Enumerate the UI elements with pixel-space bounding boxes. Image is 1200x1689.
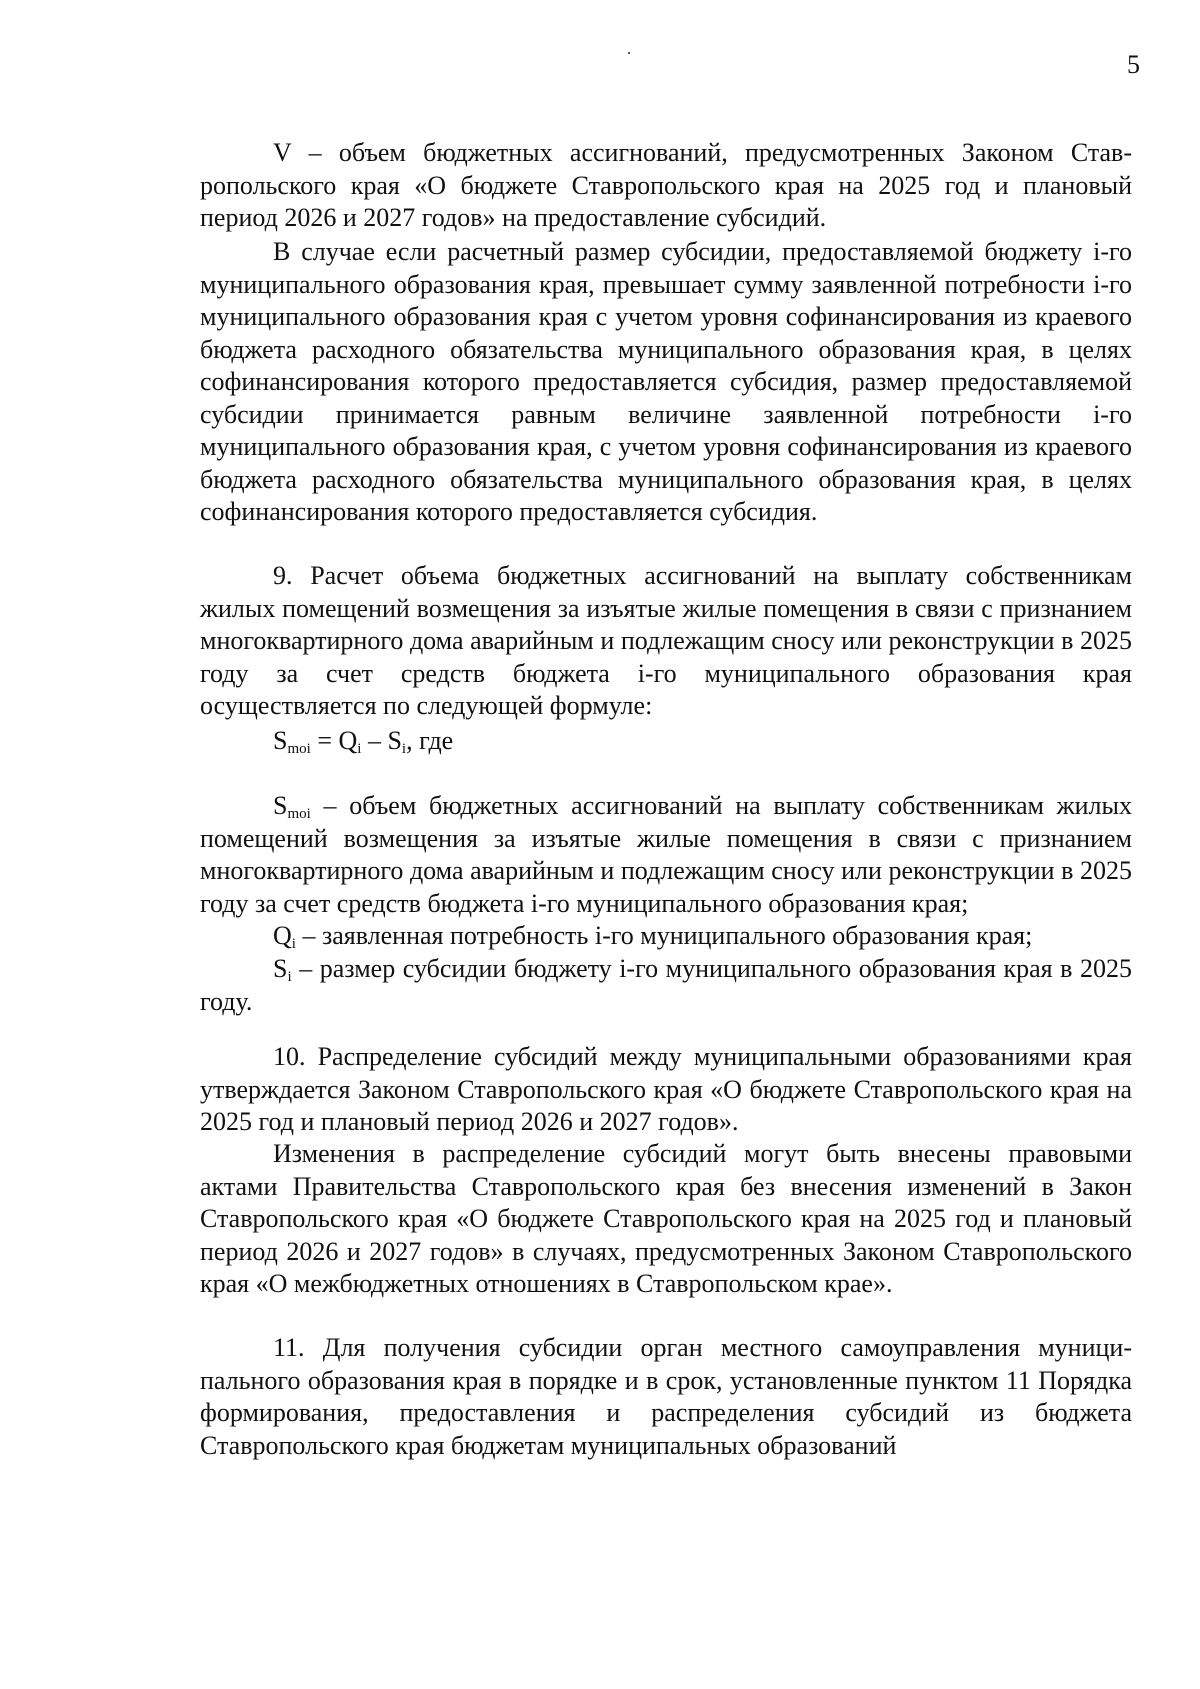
paragraph-text: – размер субсидии бюджету i-го муниципального образования края в 2025 году. [200,954,1132,1016]
paragraph-changes [200,1138,1132,1301]
var-smoi: $S_{moi}$ [273,791,311,822]
formula-s: S [273,726,288,755]
paragraph-text: 9. Расчет объема бюджетных ассигнований на выплату собственникам жилых помещений возмещения за изъятые жилые помещения в связи с признанием многоквартирного дома аварийным и подлежащим сносу или реконструкции в 2025 году за счет средств бюджета i-го муниципального образования края осуществляется по следующей формуле: [200,561,1132,720]
paragraph-text: Изменения в распределение субсидий могут быть внесены правовыми актами Правительства Ставропольского края без внесения изменений в Закон Ставропольского края «О бюджете Ставропольского края на 2025 год и плановый период 2026 и 2027 годов» в случаях, предусмотренных Законом Ставропольского края «О межбюджетных отношениях в Ставропольском крае». [200,1139,1132,1298]
page-number: 5 [1127,50,1140,79]
definition-smoi [200,790,1132,920]
definition-si [200,953,1132,1018]
paragraph-item-9 [200,560,1132,723]
formula-minus: – [361,726,388,755]
scan-speck [628,52,630,54]
paragraph-text: В случае если расчетный размер субсидии, предоставляемой бюджету i-го муниципального образования края, превышает сумму заявленной потребности i-го муниципального образования края с учетом уровня софинансирования из краевого бюджета расходного обязательства муниципального образования края, в целях софинансирования которого предоставляется субсидия, размер предоставляемой субсидии принимается равным величине заявленной потребности i-го муниципального образования края, с учетом уровня софинансирования из краевого бюджета расходного обязательства муниципального образования края, в целях софинансирования которого предоставляется субсидия. [200,237,1132,526]
var-si: $S_i$ [273,954,292,985]
formula-q-sub: i [357,741,362,757]
formula [200,725,1200,758]
paragraph-item-11 [200,1332,1132,1462]
formula-si: S [387,726,402,755]
definition-qi [200,920,1132,953]
paragraph-text: 11. Для получения субсидии орган местного самоуправления муниципального образования края в порядке и в срок, установленные пунктом 11 Порядка формирования, предоставления и распределения субсидий из бюджета Ставропольского края бюджетам муниципальных образований [200,1333,1132,1460]
var-qi: $Q_i$ [273,921,296,952]
formula-tail: , где [406,726,454,755]
formula-q: Q [338,726,358,755]
paragraph-text: 10. Распределение субсидий между муниципальными образованиями края утверждается Законом Ставропольского края «О бюджете Ставропольского края на 2025 год и плановый период 2026 и 2027 годов». [200,1042,1132,1136]
paragraph-text: – заявленная потребность i-го муниципального образования края; [295,921,1033,950]
paragraph-v-definition [200,137,1132,235]
formula-si-sub: i [401,741,407,757]
paragraph-item-10 [200,1041,1132,1139]
paragraph-text: – объем бюджетных ассигнований на выплату собственникам жилых помещений возмещения за изъятые жилые помещения в связи с признанием многоквартирного дома аварийным и подлежащим сносу или реконструкции в 2025 году за счет средств бюджета i-го муниципального образования края; [200,791,1132,918]
formula-s-sub: moi [287,741,311,757]
paragraph-text: V – объем бюджетных ассигнований, предусмотренных Законом Ставропольского края «О бюджете Ставропольского края на 2025 год и плановый период 2026 и 2027 годов» на предоставление субсидий. [200,138,1132,232]
paragraph-subsidy-case [200,236,1132,529]
formula-eq: = [310,726,339,755]
